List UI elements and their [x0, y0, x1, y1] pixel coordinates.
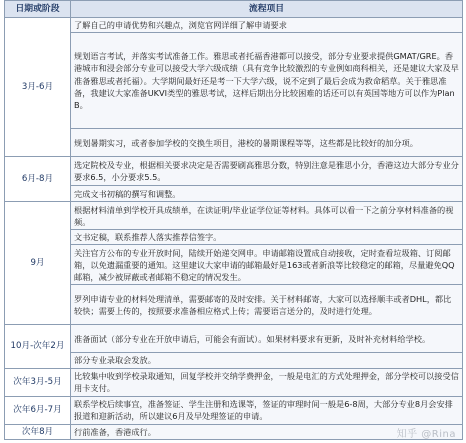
item-cell: 选定院校及专业，根据相关要求决定是否需要刷高雅思分数，特别注意是雅思小分，香港这边大部分专业分要求6.5，小分要求5.5。: [71, 157, 463, 186]
item-cell: 关注官方公布的专业开放时间，陆续开始递交网申。申请邮箱设置成自动接收，定时查看垃圾箱、订阅邮箱，以免遗漏重要的通知。这里建议大家申请的邮箱最好是163或者新浪等比较稳定的邮箱，尽量避免QQ邮箱，减少被屏蔽或者邮箱不稳定的情况发生。: [71, 245, 463, 285]
table-row: [5, 33, 463, 129]
stage-cell: 次年8月: [5, 424, 71, 439]
table-row: [5, 285, 463, 325]
item-cell: 罗列申请专业的材料处理清单，需要邮寄的及时安排。关于材料邮寄，大家可以选择顺丰或者DHL，都比较快；需要上传的，按照要求准备相应格式上传；需要语言送分的，及时进行处理。: [71, 285, 463, 325]
header-stage: 日期或阶段: [5, 1, 71, 18]
table-row: [5, 353, 463, 368]
item-cell: 部分专业录取会发放。: [71, 353, 463, 368]
table-row: [5, 230, 463, 245]
stage-cell: 3月-6月: [5, 18, 71, 157]
stage-cell: 9月: [5, 202, 71, 325]
item-cell: 了解自己的申请优势和兴趣点，浏览官网详细了解申请要求: [71, 18, 463, 33]
table-header-row: [5, 1, 463, 18]
table-row: [5, 396, 463, 424]
header-item: 流程项目: [71, 1, 463, 18]
application-timeline-table: [4, 0, 463, 440]
table-row: [5, 325, 463, 353]
table-row: [5, 157, 463, 186]
stage-cell: 次年3月-5月: [5, 368, 71, 396]
stage-cell: 10月-次年2月: [5, 325, 71, 368]
item-cell: 行前准备，香港成行。: [71, 424, 463, 439]
item-cell: 根据材料清单到学校开具成绩单，在读证明/毕业证学位证等材料。具体可以看一下之前分享材料准备的视频。: [71, 202, 463, 230]
item-cell: 规划暑期实习，或者参加学校的交换生项目，港校的暑期课程等等，这些都是比较好的加分项。: [71, 129, 463, 157]
item-cell: 联系学校后续事宜，准备签证、学生注册和选课等，签证的审理时间一般是6-8周，大部分专业8月会安排报道和迎新活动，所以建议6月及早处理签证的申请。: [71, 396, 463, 424]
zhihu-watermark: 知乎 @Rina: [396, 429, 456, 440]
stage-cell: 6月-8月: [5, 157, 71, 202]
item-cell: 完成文书初稿的撰写和调整。: [71, 186, 463, 202]
table-row: [5, 368, 463, 396]
table-row: [5, 202, 463, 230]
table-row: [5, 424, 463, 439]
table-row: [5, 129, 463, 157]
item-cell: 准备面试（部分专业在开放申请后，可能会有面试）。如果材料要求有更新，及时补充材料给学校。: [71, 325, 463, 353]
table-row: [5, 18, 463, 33]
item-cell: 规划语言考试，并落实考试准备工作。雅思或者托福香港都可以接受，部分专业要求提供GMAT/GRE。香港城市和浸会部分专业可以接受大学六级成绩（具有竞争比较激烈的专业例如商科相关，还是建议大家及早准备雅思或者托福）。大学期间最好还是考一下大学六级，说不定到了最后会成为救命稻草。关于雅思准备，我建议大家准备UKVI类型的雅思考试，这样后期出分比较困难的话还可以有英国等地方可以作为Plan B。: [71, 33, 463, 129]
item-cell: 文书定稿，联系推荐人落实推荐信签字。: [71, 230, 463, 245]
table-row: [5, 245, 463, 285]
stage-cell: 次年6月-7月: [5, 396, 71, 424]
item-cell: 比较集中收到学校录取通知，回复学校并交纳学费押金，一般是电汇的方式处理押金，部分学校可以接受信用卡支付。: [71, 368, 463, 396]
table-row: [5, 186, 463, 202]
